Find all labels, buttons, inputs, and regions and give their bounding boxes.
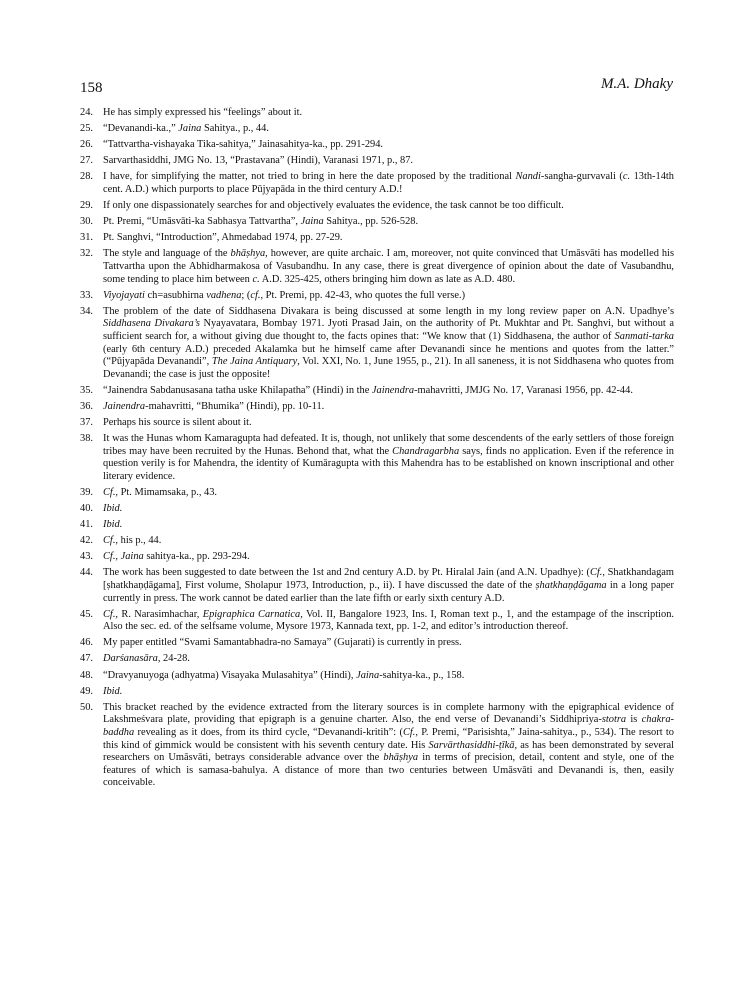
running-head-author: M.A. Dhaky: [600, 76, 673, 92]
footnote-25: [80, 123, 674, 136]
footnotes-list: [80, 107, 674, 793]
footnote-text: Sarvarthasiddhi, JMG No. 13, “Prastavana” (Hindi), Varanasi 1971, p., 87.: [103, 155, 414, 167]
footnote-48: [80, 670, 674, 683]
footnote-number: 24.: [80, 107, 93, 118]
footnote-number: 30.: [80, 216, 93, 228]
footnote-text: Ibid.: [103, 503, 123, 515]
footnote-number: 25.: [80, 123, 93, 135]
footnote-number: 36.: [80, 400, 93, 412]
footnote-text: I have, for simplifying the matter, not tried to bring in here the date proposed by the traditional Nandi-sangha-gurvavali (c. 13th-14th cent. A.D.) which purports to place Pūjyapāda in the third century A.D.!: [103, 171, 674, 195]
footnote-number: 26.: [80, 139, 93, 151]
footnote-text: “Devanandi-ka.,” Jaina Sahitya., p., 44.: [103, 123, 269, 135]
footnote-number: 38.: [80, 433, 93, 445]
footnote-text: This bracket reached by the evidence extracted from the literary sources is in complete harmony with the epigraphical evidence of Lakshmeśvara plate, providing that epigraph is a genuine charter. Also, the end verse of Devanandi’s Siddhipriya-stotra is chakra-baddha revealing as it does, from its third cycle, “Devanandi-kritih”: (Cf., P. Premi, “Parisishta,” Jaina-sahitya., p., 534). The resort to this kind of gimmick would be consistent with his seventh century date. His Sarvārthasiddhi-ṭīkā, as has been demonstrated by several researchers on Umāsvāti, betrays considerable advance over the bhāṣhya in terms of precision, detail, content and style, one of the features of which is samasa-bahulya. A distance of more than two centuries between Umāsvāti and Devanandi is, then, easily conceivable.: [103, 701, 675, 789]
footnote-34: [80, 306, 674, 382]
footnote-number: 39.: [80, 486, 93, 498]
footnote-text: Jainendra-mahavritti, “Bhumika” (Hindi), pp. 10-11.: [103, 400, 325, 412]
footnote-number: 28.: [80, 171, 93, 183]
footnote-text: Pt. Sanghvi, “Introduction”, Ahmedabad 1974, pp. 27-29.: [103, 232, 343, 244]
footnote-number: 34.: [80, 305, 93, 317]
footnote-text: Ibid.: [103, 519, 123, 531]
footnote-text: Cf., his p., 44.: [103, 535, 162, 547]
footnote-number: 40.: [80, 503, 93, 515]
footnote-32: [80, 248, 674, 286]
footnote-24: [80, 107, 674, 120]
footnote-26: [80, 139, 674, 152]
footnote-number: 27.: [80, 155, 93, 167]
footnote-number: 42.: [80, 535, 93, 547]
footnote-text: “Dravyanuyoga (adhyatma) Visayaka Mulasahitya” (Hindi), Jaina-sahitya-ka., p., 158.: [103, 669, 465, 681]
footnote-number: 49.: [80, 685, 93, 697]
page-number: 158: [80, 80, 103, 96]
footnote-number: 45.: [80, 608, 93, 620]
footnote-29: [80, 200, 674, 213]
footnote-text: Cf., Jaina sahitya-ka., pp. 293-294.: [103, 551, 250, 563]
footnote-41: [80, 519, 674, 532]
footnote-35: [80, 385, 674, 398]
footnote-43: [80, 551, 674, 564]
footnote-text: “Tattvartha-vishayaka Tika-sahitya,” Jainasahitya-ka., pp. 291-294.: [103, 139, 384, 151]
footnote-39: [80, 487, 674, 500]
footnote-number: 32.: [80, 248, 93, 260]
footnote-28: [80, 171, 674, 196]
footnote-text: Perhaps his source is silent about it.: [103, 416, 252, 428]
footnote-30: [80, 216, 674, 229]
footnote-33: [80, 290, 674, 303]
footnote-text: It was the Hunas whom Kamaragupta had defeated. It is, though, not unlikely that some descendents of the early settlers of those foreign tribes may have been recruited by the Hunas. Behond that, what the Chandragarbha says, finds no application. Even if the reference in question verily is for Mahendra, the identity of Kumāragupta with this Mahendra has to be established on known inscriptional and other literary evidence.: [103, 433, 674, 482]
footnote-37: [80, 417, 674, 430]
footnote-number: 33.: [80, 289, 93, 301]
footnote-number: 41.: [80, 519, 93, 531]
footnote-text: Viyojayati ch=asubhirna vadhena; (cf., Pt. Premi, pp. 42-43, who quotes the full verse.): [103, 289, 466, 301]
footnote-number: 35.: [80, 384, 93, 396]
footnote-47: [80, 653, 674, 666]
footnote-text: The style and language of the bhāṣhya, however, are quite archaic. I am, moreover, not quite convinced that Umāsvāti has modelled his Tattvartha upon the Abhidharmakosa of Vasubandhu. In any case, there is great divergence of opinion about the date of Vasubandhu, some tending to place him between c. A.D. 325-425, others bringing him down as late as A.D. 480.: [103, 248, 674, 285]
footnote-number: 29.: [80, 200, 93, 212]
footnote-number: 47.: [80, 653, 93, 665]
footnote-31: [80, 232, 674, 245]
footnote-text: Ibid.: [103, 685, 123, 697]
footnote-49: [80, 686, 674, 699]
footnote-27: [80, 155, 674, 168]
footnote-number: 31.: [80, 232, 93, 244]
footnote-44: [80, 567, 674, 605]
footnote-number: 50.: [80, 701, 93, 713]
footnote-42: [80, 535, 674, 548]
footnote-text: He has simply expressed his “feelings” about it.: [103, 107, 303, 118]
footnote-38: [80, 433, 674, 483]
footnote-50: [80, 702, 674, 790]
footnote-36: [80, 401, 674, 414]
footnote-46: [80, 637, 674, 650]
footnote-number: 48.: [80, 669, 93, 681]
footnote-text: “Jainendra Sabdanusasana tatha uske Khilapatha” (Hindi) in the Jainendra-mahavritti, JMJG No. 17, Varanasi 1956, pp. 42-44.: [103, 384, 633, 396]
footnote-text: If only one dispassionately searches for and objectively evaluates the evidence, the task cannot be too difficult.: [103, 200, 564, 212]
footnote-number: 43.: [80, 551, 93, 563]
footnote-text: My paper entitled “Svami Samantabhadra-no Samaya” (Gujarati) is currently in press.: [103, 637, 462, 649]
footnote-text: Darśanasāra, 24-28.: [103, 653, 190, 665]
footnote-number: 44.: [80, 567, 93, 579]
footnote-text: The problem of the date of Siddhasena Divakara is being discussed at some length in my long review paper on A.N. Upadhye’s Siddhasena Divakara’s Nyayavatara, Bombay 1971. Jyoti Prasad Jain, on the authority of Pt. Mukhtar and Pt. Sanghvi, but without a sufficient search for, a without giving due thought to, the facts opines that: “We know that (1) Siddhasena, the author of Sanmati-tarka (early 6th century A.D.) preceded Akalamka but he himself came after Devanandi since he mentions and quotes from the latter.” (“Pūjyapāda Devanandi”, The Jaina Antiquary, Vol. XXI, No. 1, June 1955, p., 21). In all saneness, it is not Siddhasena who quotes from Devanandi; the case is just the opposite!: [103, 305, 674, 380]
footnote-text: The work has been suggested to date between the 1st and 2nd century A.D. by Pt. Hiralal Jain (and A.N. Upadhye): (Cf., Shatkhandagam [ṣhatkhaṇḍāgama], First volume, Sholapur 1973, Introduction, p., ii). I have discussed the date of the ṣhatkhaṇḍāgama in a long paper currently in press. The work cannot be dated earlier than the late fifth or early sixth century A.D.: [103, 567, 674, 604]
footnote-number: 46.: [80, 637, 93, 649]
footnote-text: Pt. Premi, “Umāsvāti-ka Sabhasya Tattvartha”, Jaina Sahitya., pp. 526-528.: [103, 216, 419, 228]
footnote-text: Cf., R. Narasimhachar, Epigraphica Carnatica, Vol. II, Bangalore 1923, Ins. I, Roman text p., 1, and the estampage of the inscription. Also the sec. ed. of the selfsame volume, Mysore 1973, Kannada text, pp. 1-2, and editor’s introduction thereof.: [103, 608, 675, 633]
footnote-40: [80, 503, 674, 516]
footnote-45: [80, 609, 674, 634]
footnote-number: 37.: [80, 416, 93, 428]
footnote-text: Cf., Pt. Mimamsaka, p., 43.: [103, 486, 218, 498]
